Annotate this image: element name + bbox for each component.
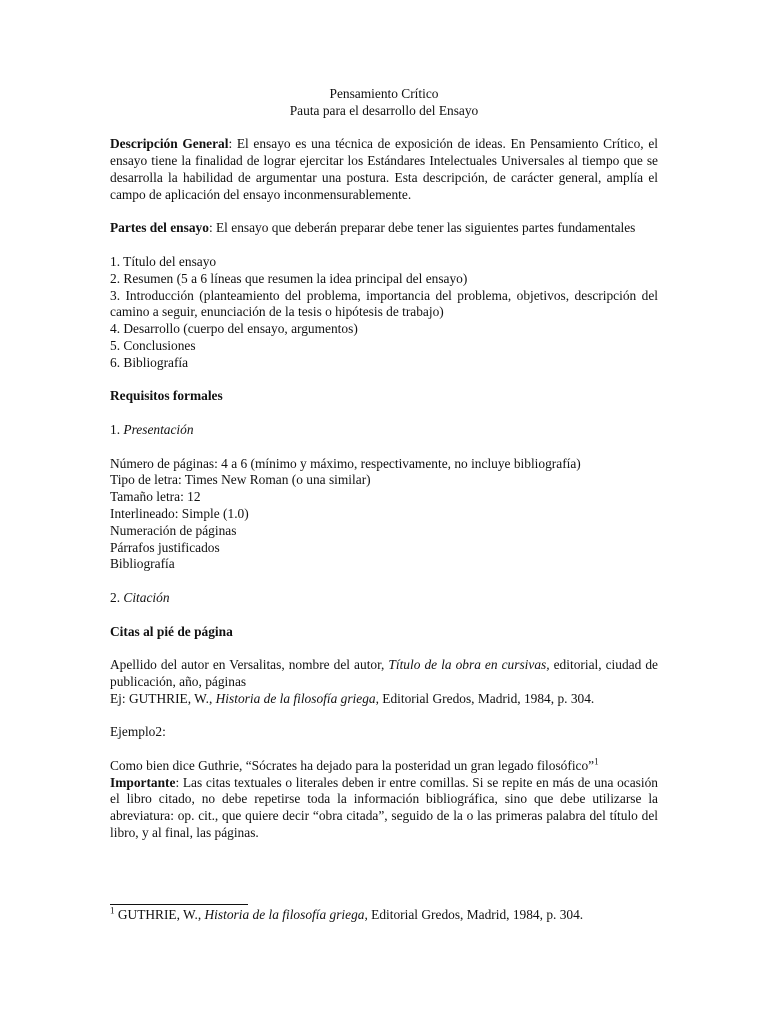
footnote-separator <box>110 904 248 905</box>
list-item: 6. Bibliografía <box>110 354 189 370</box>
list-item: Párrafos justificados <box>110 539 220 555</box>
citation-format-paragraph <box>110 657 658 691</box>
document-body <box>110 86 658 842</box>
presentacion-label: Presentación <box>123 421 194 437</box>
citas-heading-text: Citas al pié de página <box>110 623 233 639</box>
format-italic: Título de la obra en cursivas, <box>388 657 550 673</box>
list-item: Bibliografía <box>110 556 175 572</box>
example-prefix: Ej: GUTHRIE, W., <box>110 690 216 706</box>
example-suffix: , Editorial Gredos, Madrid, 1984, p. 304. <box>375 690 595 706</box>
importante-paragraph <box>110 775 658 842</box>
quote-paragraph <box>110 758 658 775</box>
requisitos-list <box>110 456 658 574</box>
partes-paragraph <box>110 220 658 237</box>
importante-label: Importante <box>110 774 176 790</box>
citas-heading <box>110 624 658 641</box>
list-item: 4. Desarrollo (cuerpo del ensayo, argumentos) <box>110 321 358 337</box>
descripcion-text: : El ensayo es una técnica de exposición de ideas. En Pensamiento Crítico, el ensayo tiene la finalidad de lograr ejercitar los Estándares Intelectuales Universales al tiempo que se desarrolla la habilidad de argumentar una postura. Esta descripción, de carácter general, amplía el campo de aplicación del ensayo inconmensurablemente. <box>110 136 658 202</box>
ejemplo2-label: Ejemplo2: <box>110 724 166 740</box>
footnote-prefix: GUTHRIE, W., <box>114 907 205 922</box>
descripcion-paragraph <box>110 136 658 203</box>
list-item: Número de páginas: 4 a 6 (mínimo y máximo, respectivamente, no incluye bibliografía) <box>110 455 581 471</box>
partes-list <box>110 254 658 372</box>
footnote-book-title: Historia de la filosofía griega <box>204 907 365 922</box>
importante-text: : Las citas textuales o literales deben ir entre comillas. Si se repite en más de una ocasión el libro citado, no debe repetirse toda la información bibliográfica, sino que debe utilizarse la abreviatura: op. cit., que quiere decir “obra citada”, seguido de la o las primeras palabra del título del libro, y al final, las páginas. <box>110 774 658 841</box>
example-book-title: Historia de la filosofía griega <box>215 690 376 706</box>
descripcion-label: Descripción General <box>110 136 229 152</box>
format-text-a: Apellido del autor en Versalitas, nombre del autor, <box>110 657 389 673</box>
presentacion-heading <box>110 422 658 439</box>
citacion-heading <box>110 590 658 607</box>
footnote-marker[interactable]: 1 <box>594 756 599 767</box>
list-item: Numeración de páginas <box>110 522 237 538</box>
list-item: 2. Resumen (5 a 6 líneas que resumen la idea principal del ensayo) <box>110 270 468 286</box>
list-item: 5. Conclusiones <box>110 337 196 353</box>
list-item: 3. Introducción (planteamiento del problema, importancia del problema, objetivos, descripción del camino a seguir, enunciación de la tesis o hipótesis de trabajo) <box>110 287 658 320</box>
list-item: Interlineado: Simple (1.0) <box>110 505 249 521</box>
presentacion-number: 1. <box>110 421 124 437</box>
citacion-number: 2. <box>110 589 124 605</box>
partes-label: Partes del ensayo <box>110 220 209 236</box>
footnote <box>110 907 658 924</box>
citacion-label: Citación <box>123 589 170 605</box>
footnote-suffix: , Editorial Gredos, Madrid, 1984, p. 304. <box>364 907 584 922</box>
quote-text: Como bien dice Guthrie, “Sócrates ha dejado para la posteridad un gran legado filosófico” <box>110 757 595 773</box>
footnote-number: 1 <box>110 905 115 916</box>
partes-text: : El ensayo que deberán preparar debe tener las siguientes partes fundamentales <box>208 220 636 236</box>
requisitos-heading <box>110 388 658 405</box>
list-item: Tamaño letra: 12 <box>110 489 201 505</box>
document-title: Pensamiento Crítico <box>329 86 439 101</box>
document-subtitle: Pauta para el desarrollo del Ensayo <box>289 102 479 118</box>
list-item: Tipo de letra: Times New Roman (o una similar) <box>110 472 371 488</box>
list-item: 1. Título del ensayo <box>110 253 217 269</box>
example-citation <box>110 691 658 708</box>
requisitos-heading-text: Requisitos formales <box>110 388 223 404</box>
format-text-b: editorial, ciudad de publicación, año, páginas <box>110 657 658 689</box>
